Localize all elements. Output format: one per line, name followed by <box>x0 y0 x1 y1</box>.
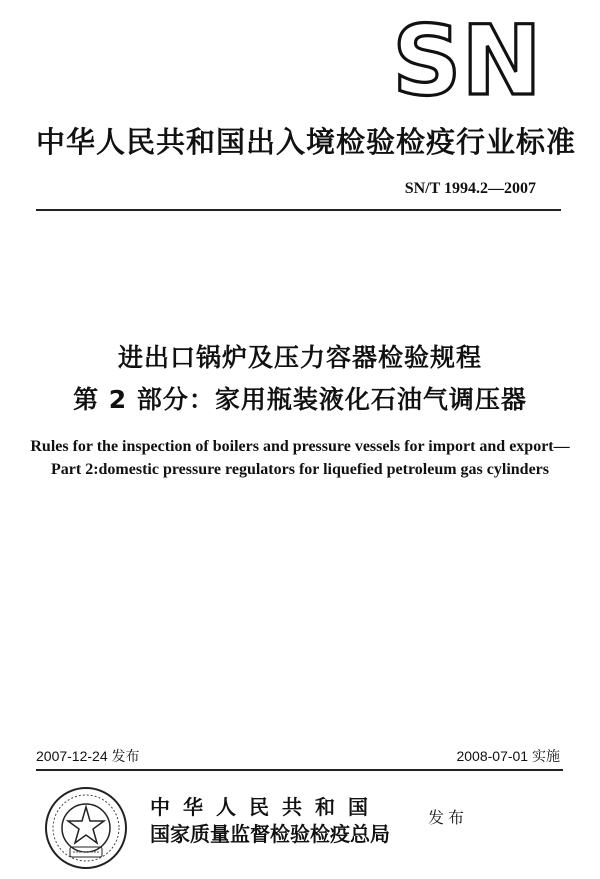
sn-logo <box>392 14 542 106</box>
publisher-line1: 中华人民共和国 <box>150 795 381 819</box>
publisher-action: 发布 <box>428 808 469 827</box>
title-en-line2: Part 2:domestic pressure regulators for liquefied petroleum gas cylinders <box>50 461 549 478</box>
title-en-line1: Rules for the inspection of boilers and pressure vessels for import and export— <box>30 438 570 455</box>
publisher-line2: 国家质量监督检验检疫总局 <box>150 822 390 846</box>
implementation-date: 2008-07-01 实施 <box>456 748 560 764</box>
org-standard-title: 中华人民共和国出入境检验检疫行业标准 <box>36 125 577 159</box>
footer-divider <box>36 769 563 771</box>
issue-date: 2007-12-24 发布 <box>36 748 140 764</box>
header-divider <box>36 209 561 211</box>
aqsiq-seal-icon <box>43 785 129 871</box>
standard-number: SN/T 1994.2—2007 <box>404 180 536 197</box>
sn-logo-text: SN <box>392 14 542 106</box>
title-cn-line1: 进出口锅炉及压力容器检验规程 <box>117 343 482 372</box>
title-cn-line2: 第 2 部分：家用瓶装液化石油气调压器 <box>73 385 527 414</box>
